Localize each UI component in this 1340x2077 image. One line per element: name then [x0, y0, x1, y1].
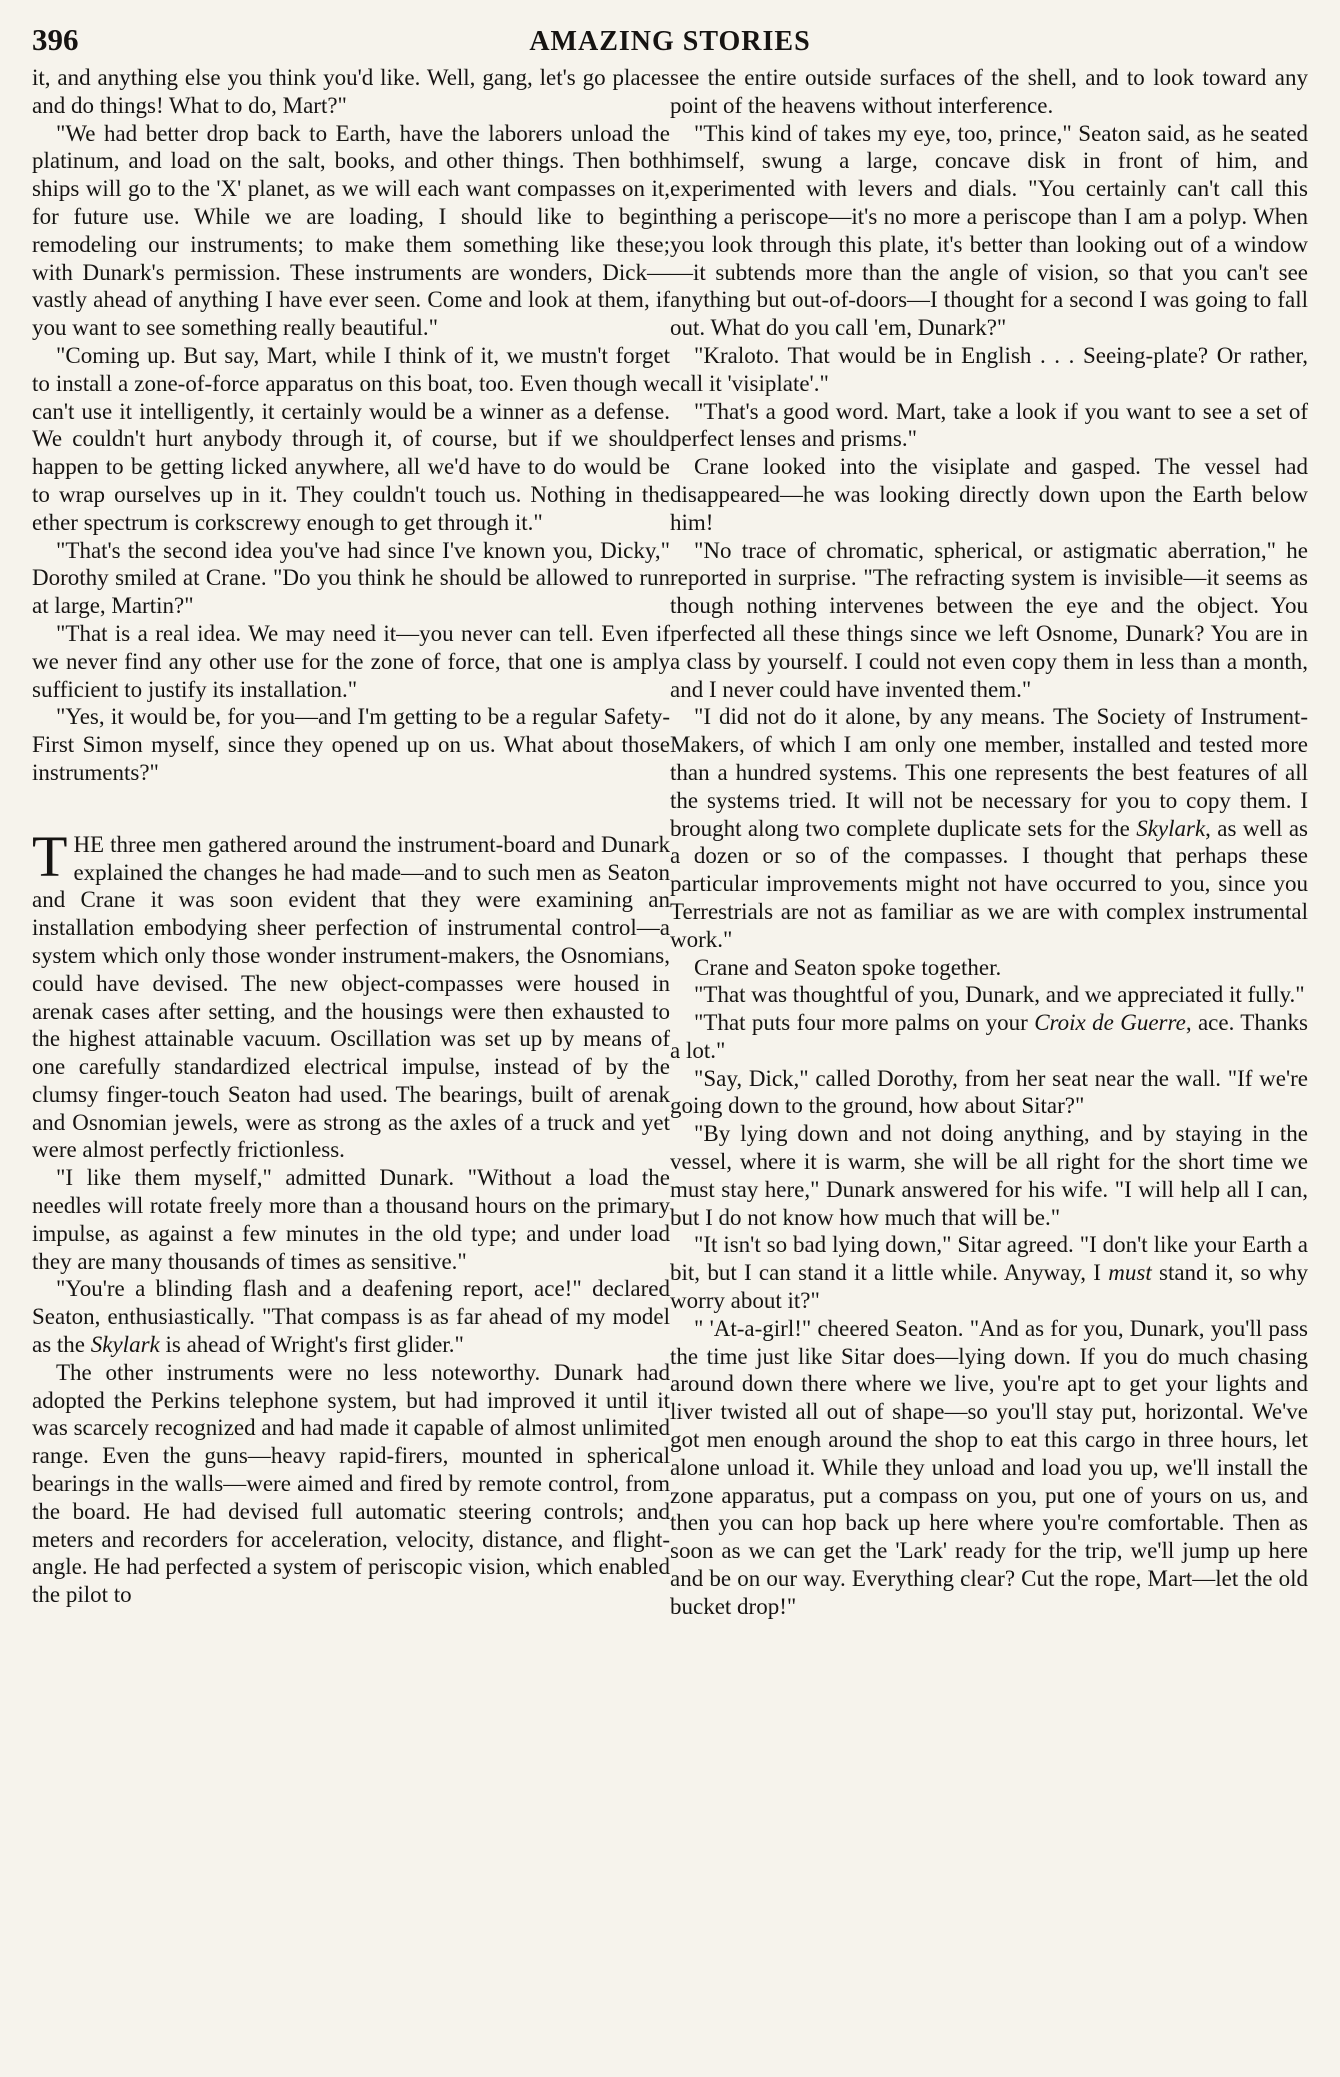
paragraph: "That's the second idea you've had since I've known you, Dicky," Dorothy smiled at Crane. "Do you think he should be allowed to run at large, Martin?"	[32, 537, 670, 619]
text-run: "I did not do it alone, by any means. The Society of Instrument-Makers, of which I am only one member, installed and tested more than a hundred systems. This one represents the best features of all the systems tried. It will not be necessary for you to copy them. I brought along two complete duplicate sets for the	[670, 704, 1308, 841]
italic-word: must	[1108, 1260, 1152, 1286]
paragraph: "Say, Dick," called Dorothy, from her seat near the wall. "If we're going down to the ground, how about Sitar?"	[670, 1065, 1308, 1119]
paragraph: "I like them myself," admitted Dunark. "Without a load the needles will rotate freely more than a thousand hours on the primary impulse, as against a few minutes in the old type; and under load they are many thousands of times as sensitive."	[32, 1165, 670, 1274]
text-run: "It isn't so bad lying down," Sitar agreed. "I don't like your Earth a bit, but I can stand it a little while. Anyway, I	[670, 1232, 1308, 1286]
text-run: , ace. Thanks a lot."	[670, 1010, 1308, 1063]
paragraph	[670, 1009, 1308, 1065]
paragraph: " 'At-a-girl!" cheered Seaton. "And as for you, Dunark, you'll pass the time just like Sitar does—lying down. If you do much chasing around down there where we live, you're apt to get your lights and liver twisted all out of shape—so you'll stay put, horizontal. We've got men enough around the shop to eat this cargo in three hours, let alone unload it. While they unload and load you up, we'll install the zone apparatus, put a compass on you, put one of yours on us, and then you can hop back up here where you're comfortable. Then as soon as we can get the 'Lark' ready for the trip, we'll jump up here and be on our way. Everything clear? Cut the rope, Mart—let the old bucket drop!"	[670, 1315, 1308, 1619]
paragraph: "Coming up. But say, Mart, while I think of it, we mustn't forget to install a zone-of-force apparatus on this boat, too. Even though we can't use it intelligently, it certainly would be a winner as a defense. We couldn't hurt anybody through it, of course, but if we should happen to be getting licked anywhere, all we'd have to do would be to wrap ourselves up in it. They couldn't touch us. Nothing in the ether spectrum is corkscrewy enough to get through it."	[32, 342, 670, 535]
section-text: HE three men gathered around the instrument-board and Dunark explained the changes he had made—and to such men as Seaton and Crane it was soon evident that they were examining an installation embodying sheer perfection of instrumental control—a system which only those wonder instrument-makers, the Osnomians, could have devised. The new object-compasses were housed in arenak cases after setting, and the housings were then exhausted to the highest attainable vacuum. Oscillation was set up by means of one carefully standardized electrical impulse, instead of by the clumsy finger-touch Seaton had used. The bearings, built of arenak and Osnomian jewels, were as strong as the axles of a truck and yet were almost perfectly frictionless.	[32, 831, 670, 1163]
italic-ship-name: Skylark	[90, 1332, 160, 1358]
paragraph	[670, 703, 1308, 953]
text-run: , as well as a dozen or so of the compasses. I thought that perhaps these particular improvements might not have occurred to you, since you Terrestrials are not as familiar as we are with complex instrumental work."	[670, 815, 1308, 952]
paragraph: "We had better drop back to Earth, have the laborers unload the platinum, and load on the salt, books, and other things. Then both ships will go to the 'X' planet, as we will each want compasses on it, for future use. While we are loading, I should like to begin remodeling our instruments; to make them something like these; with Dunark's permission. These instruments are wonders, Dick—vastly ahead of anything I have ever seen. Come and look at them, if you want to see something really beautiful."	[32, 120, 670, 341]
paragraph: see the entire outside surfaces of the shell, and to look toward any point of the heavens without interference.	[670, 65, 1308, 118]
paragraph: Crane and Seaton spoke together.	[694, 954, 1002, 980]
italic-phrase: Croix de Guerre	[1034, 1010, 1186, 1036]
text-run: is ahead of Wright's first glider."	[159, 1332, 464, 1358]
text-columns	[32, 64, 1308, 1621]
text-run: stand it, so why worry about it?"	[670, 1260, 1309, 1314]
page-header	[32, 0, 1308, 64]
drop-cap: T	[32, 823, 68, 889]
section-start-paragraph	[32, 823, 670, 1165]
paragraph: "That's a good word. Mart, take a look if you want to see a set of perfect lenses and prisms."	[670, 398, 1308, 452]
paragraph: The other instruments were no less noteworthy. Dunark had adopted the Perkins telephone system, but had improved it until it was scarcely recognized and had made it capable of almost unlimited range. Even the guns—heavy rapid-firers, mounted in spherical bearings in the walls—were aimed and fired by remote control, from the board. He had devised full automatic steering controls; and meters and recorders for acceleration, velocity, distance, and flight-angle. He had perfected a system of periscopic vision, which enabled the pilot to	[32, 1359, 670, 1608]
paragraph: Crane looked into the visiplate and gasped. The vessel had disappeared—he was looking directly down upon the Earth below him!	[670, 454, 1308, 535]
paragraph	[670, 1231, 1308, 1314]
text-run: "You're a blinding flash and a deafening report, ace!" declared Seaton, enthusiastically. "That compass is as far ahead of my model as the	[32, 1276, 670, 1358]
paragraph: "This kind of takes my eye, too, prince," Seaton said, as he seated himself, swung a large, concave disk in front of him, and experimented with levers and dials. "You certainly can't call this thing a periscope—it's no more a periscope than I am a polyp. When you look through this plate, it's better than looking out of a window—it subtends more than the angle of vision, so that you can't see anything but out-of-doors—I thought for a second I was going to fall out. What do you call 'em, Dunark?"	[670, 120, 1308, 341]
magazine-title: AMAZING STORIES	[529, 26, 811, 57]
paragraph	[32, 1275, 670, 1358]
text-run: "That puts four more palms on your	[694, 1010, 1035, 1036]
paragraph: it, and anything else you think you'd like. Well, gang, let's go places and do things! What to do, Mart?"	[32, 65, 670, 118]
paragraph: "Yes, it would be, for you—and I'm getting to be a regular Safety-First Simon myself, since they opened up on us. What about those instruments?"	[32, 704, 670, 785]
paragraph: "That is a real idea. We may need it—you never can tell. Even if we never find any other use for the zone of force, that one is amply sufficient to justify its installation."	[32, 620, 670, 702]
paragraph: "That was thoughtful of you, Dunark, and we appreciated it fully."	[694, 982, 1305, 1008]
paragraph: "By lying down and not doing anything, and by staying in the vessel, where it is warm, she will be all right for the short time we must stay here," Dunark answered for his wife. "I will help all I can, but I do not know how much that will be."	[670, 1121, 1308, 1230]
page-number: 396	[32, 22, 79, 57]
paragraph: "No trace of chromatic, spherical, or astigmatic aberration," he reported in surprise. "The refracting system is invisible—it seems as though nothing intervenes between the eye and the object. You perfected all these things since we left Osnome, Dunark? You are in a class by yourself. I could not even copy them in less than a month, and I never could have invented them."	[670, 537, 1308, 702]
left-column	[32, 64, 670, 1621]
italic-ship-name: Skylark	[1136, 815, 1206, 841]
right-column	[670, 64, 1308, 1621]
paragraph: "Kraloto. That would be in English . . . Seeing-plate? Or rather, call it 'visiplate'."	[670, 342, 1308, 396]
